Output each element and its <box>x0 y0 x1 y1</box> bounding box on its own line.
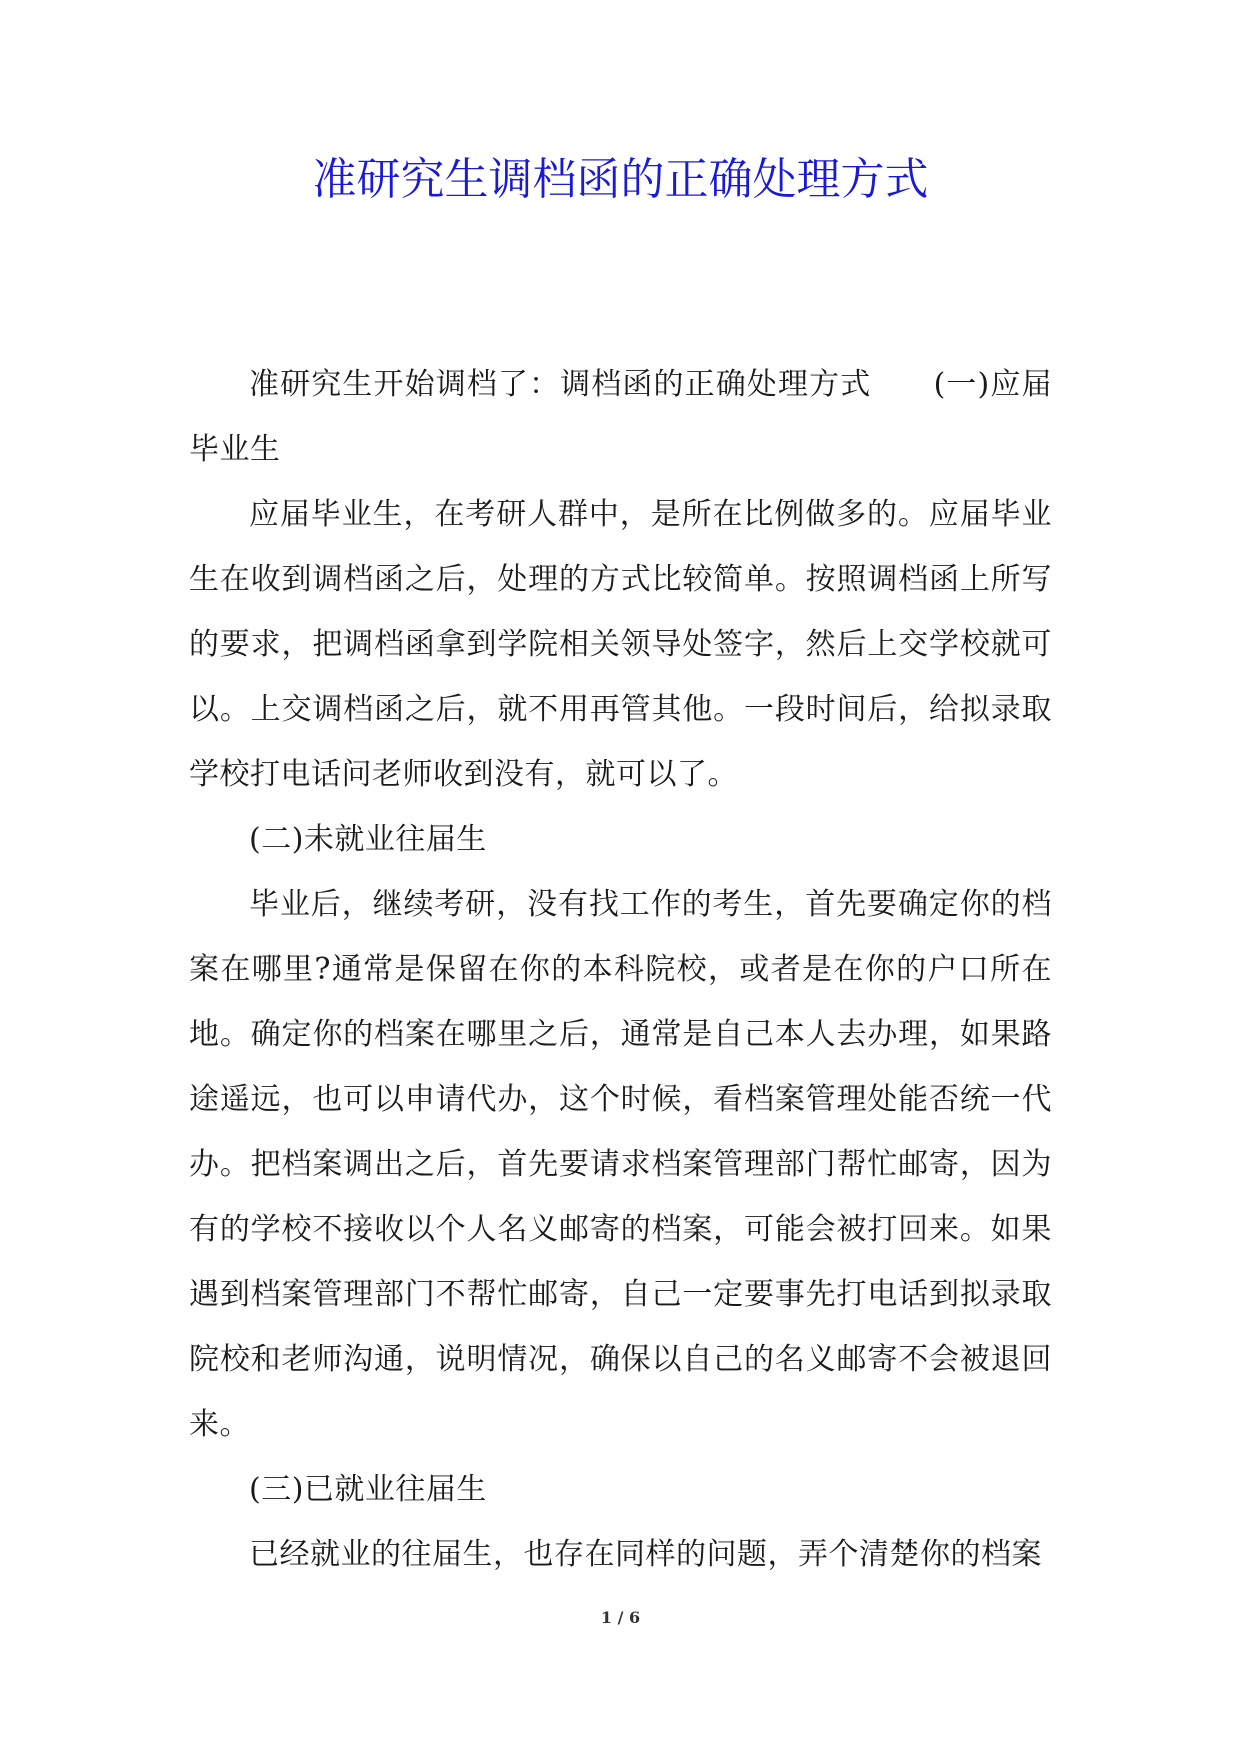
section-heading-employed: (三)已就业往届生 <box>249 1472 487 1507</box>
section-heading-unemployed: (二)未就业往届生 <box>249 822 487 857</box>
paragraph-fresh-graduates: 应届毕业生，在考研人群中，是所在比例做多的。应届毕业生在收到调档函之后，处理的方式比较简单。按照调档函上所写的要求，把调档函拿到学院相关领导处签字，然后上交学校就可以。上交调档函之后，就不用再管其他。一段时间后，给拟录取学校打电话问老师收到没有，就可以了。 <box>189 497 1052 792</box>
paragraph-unemployed-graduates: 毕业后，继续考研，没有找工作的考生，首先要确定你的档案在哪里?通常是保留在你的本科院校，或者是在你的户口所在地。确定你的档案在哪里之后，通常是自己本人去办理，如果路途遥远，也可以申请代办，这个时候，看档案管理处能否统一代办。把档案调出之后，首先要请求档案管理部门帮忙邮寄，因为有的学校不接收以个人名义邮寄的档案，可能会被打回来。如果遇到档案管理部门不帮忙邮寄，自己一定要事先打电话到拟录取院校和老师沟通，说明情况，确保以自己的名义邮寄不会被退回来。 <box>189 887 1052 1442</box>
paragraph-employed-graduates: 已经就业的往届生，也存在同样的问题，弄个清楚你的档案 <box>249 1537 1042 1572</box>
page-number: 1 / 6 <box>600 1608 641 1627</box>
document-body <box>189 352 1052 1587</box>
document-title: 准研究生调档函的正确处理方式 <box>312 154 929 205</box>
paragraph-intro: 准研究生开始调档了：调档函的正确处理方式 (一)应届毕业生 <box>189 367 1052 467</box>
